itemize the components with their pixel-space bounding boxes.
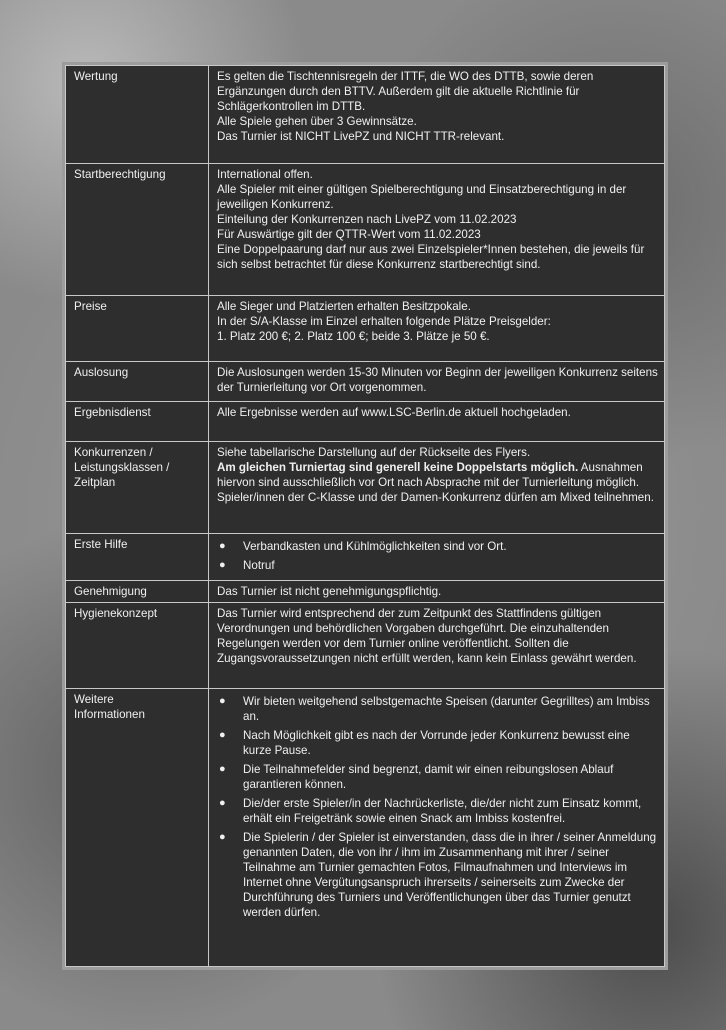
text-line: Alle Spiele gehen über 3 Gewinnsätze.: [217, 115, 417, 128]
text-block: [217, 461, 654, 504]
row-auslosung: [66, 362, 665, 402]
bullet-icon: ●: [219, 797, 226, 809]
bullet-icon: ●: [219, 763, 226, 775]
bullet-list: [217, 694, 658, 920]
list-item-text: Notruf: [243, 559, 275, 572]
text-line: Einteilung der Konkurrenzen nach LivePZ vom 11.02.2023: [217, 213, 517, 226]
bullet-icon: ●: [219, 695, 226, 707]
list-item-text: Verbandkasten und Kühlmöglichkeiten sind vor Ort.: [243, 540, 507, 553]
label-line: Leistungsklassen /: [74, 461, 170, 474]
row-content: [209, 581, 665, 603]
row-content: [209, 296, 665, 362]
text-line: Eine Doppelpaarung darf nur aus zwei Einzelspieler*Innen bestehen, die jeweils für sich selbst betrachtet für diese Konkurrenz startberechtigt sind.: [217, 243, 645, 271]
row-content: [209, 362, 665, 402]
row-label: Hygienekonzept: [66, 603, 209, 689]
bullet-icon: ●: [219, 831, 226, 843]
row-ergebnisdienst: [66, 402, 665, 442]
bullet-icon: ●: [219, 729, 226, 741]
row-label: Preise: [66, 296, 209, 362]
list-item: [217, 694, 658, 724]
text-line: Alle Ergebnisse werden auf www.LSC-Berlin.de aktuell hochgeladen.: [217, 406, 571, 419]
row-startberechtigung: [66, 164, 665, 296]
row-label: Auslosung: [66, 362, 209, 402]
text-line: Das Turnier wird entsprechend der zum Zeitpunkt des Stattfindens gültigen Verordnungen und behördlichen Vorgaben durchgeführt. Die einzuhaltenden Regelungen werden vor dem Turnier online veröffentlicht. Sollten die Zugangsvoraussetzungen nicht erfüllt werden, kann kein Einlass gewährt werden.: [217, 607, 637, 665]
text-line: Für Auswärtige gilt der QTTR-Wert vom 11.02.2023: [217, 228, 481, 241]
list-item: [217, 830, 658, 920]
row-label: Ergebnisdienst: [66, 402, 209, 442]
row-wertung: [66, 66, 665, 164]
list-item-text: Die Spielerin / der Spieler ist einverstanden, dass die in ihrer / seiner Anmeldung genannten Daten, die von ihr / ihm im Zusammenhang mit ihrer / seiner Teilnahme am Turnier gemachten Fotos, Filmaufnahmen und Interviews im Internet ohne Vergütungsanspruch ihrerseits / seinerseits zum Zwecke der Durchführung des Turniers und Veröffentlichungen über das Turnier genutzt werden dürfen.: [243, 831, 657, 919]
row-label: Startberechtigung: [66, 164, 209, 296]
row-konkurrenzen: [66, 442, 665, 534]
list-item-text: Wir bieten weitgehend selbstgemachte Speisen (darunter Gegrilltes) am Imbiss an.: [243, 695, 650, 723]
list-item: [217, 762, 658, 792]
text-line: In der S/A-Klasse im Einzel erhalten folgende Plätze Preisgelder:: [217, 315, 551, 328]
row-erste-hilfe: [66, 534, 665, 581]
text-line: Das Turnier ist nicht genehmigungspflichtig.: [217, 585, 442, 598]
row-content: [209, 603, 665, 689]
label-line: Weitere: [74, 693, 114, 706]
text-line: Die Auslosungen werden 15-30 Minuten vor Beginn der jeweiligen Konkurrenz seitens der Turnierleitung vor Ort vorgenommen.: [217, 366, 658, 394]
row-genehmigung: [66, 581, 665, 603]
row-content: [209, 164, 665, 296]
list-item: [217, 728, 658, 758]
list-item-text: Die/der erste Spieler/in der Nachrückerliste, die/der nicht zum Einsatz kommt, erhält ein Freigetränk sowie einen Snack am Imbiss kostenfrei.: [243, 797, 642, 825]
label-line: Zeitplan: [74, 476, 116, 489]
text-line: Das Turnier ist NICHT LivePZ und NICHT TTR-relevant.: [217, 130, 505, 143]
row-label: Genehmigung: [66, 581, 209, 603]
row-label: Erste Hilfe: [66, 534, 209, 581]
bullet-icon: ●: [219, 540, 226, 552]
row-preise: [66, 296, 665, 362]
bold-notice: Am gleichen Turniertag sind generell keine Doppelstarts möglich.: [217, 461, 579, 474]
label-line: Konkurrenzen /: [74, 446, 153, 459]
bullet-list: [217, 539, 658, 573]
row-hygienekonzept: [66, 603, 665, 689]
row-label: [66, 689, 209, 967]
info-document: [62, 62, 668, 970]
row-content: [209, 534, 665, 581]
text-line: 1. Platz 200 €; 2. Platz 100 €; beide 3. Plätze je 50 €.: [217, 330, 490, 343]
list-item: [217, 539, 658, 554]
row-label: [66, 442, 209, 534]
text-line: International offen.: [217, 168, 313, 181]
text-line: Alle Spieler mit einer gültigen Spielberechtigung und Einsatzberechtigung in der jeweiligen Konkurrenz.: [217, 183, 627, 211]
row-content: [209, 689, 665, 967]
row-content: [209, 442, 665, 534]
notice-detail: Ausnahmen hiervon sind ausschließlich vor Ort nach Absprache mit der Turnierleitung möglich. Spieler/innen der C-Klasse und der Damen-Konkurrenz dürfen am Mixed teilnehmen.: [217, 461, 654, 504]
bullet-icon: ●: [219, 559, 226, 571]
list-item-text: Die Teilnahmefelder sind begrenzt, damit wir einen reibungslosen Ablauf garantieren können.: [243, 763, 614, 791]
list-item: [217, 796, 658, 826]
text-line: Siehe tabellarische Darstellung auf der Rückseite des Flyers.: [217, 446, 531, 459]
row-label: Wertung: [66, 66, 209, 164]
text-line: Alle Sieger und Platzierten erhalten Besitzpokale.: [217, 300, 471, 313]
list-item-text: Nach Möglichkeit gibt es nach der Vorrunde jeder Konkurrenz bewusst eine kurze Pause.: [243, 729, 630, 757]
tournament-info-table: [65, 65, 665, 967]
list-item: [217, 558, 658, 573]
row-content: [209, 402, 665, 442]
label-line: Informationen: [74, 708, 145, 721]
row-weitere-informationen: [66, 689, 665, 967]
row-content: [209, 66, 665, 164]
text-line: Es gelten die Tischtennisregeln der ITTF, die WO des DTTB, sowie deren Ergänzungen durch den BTTV. Außerdem gilt die aktuelle Richtlinie für Schlägerkontrollen im DTTB.: [217, 70, 594, 113]
